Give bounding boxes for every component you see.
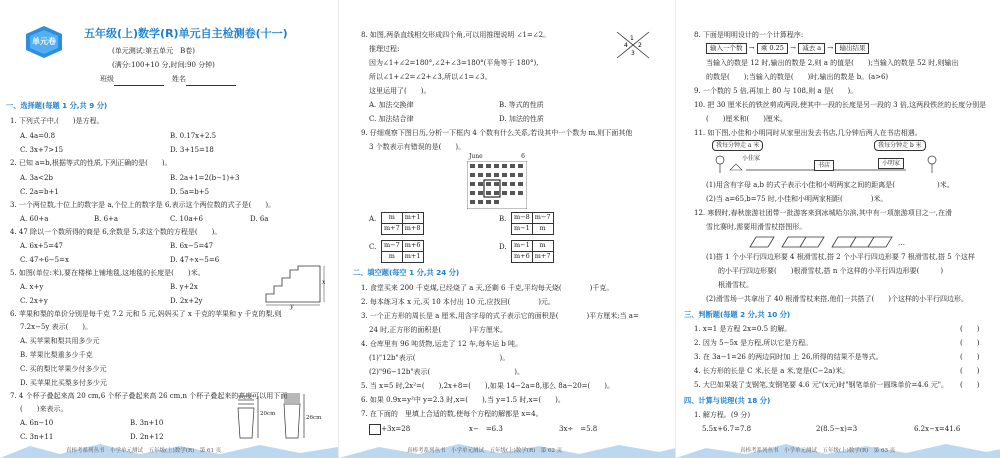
q2-option-d: D. 5a=b+5 <box>170 188 210 196</box>
parallelogram-figure <box>746 235 926 253</box>
program-flow: 输入一个数 → 乘 0.25 → 减去 a → 输出结果 <box>706 43 869 54</box>
cups-figure: 20cm 26cm <box>234 392 326 442</box>
calc-eq3: 6.2x−x=41.6 <box>914 425 961 433</box>
q1: 1. 下列式子中,( )是方程。 <box>10 117 104 125</box>
q6-option-b: B. 苹果比梨重多少千克 <box>20 351 93 359</box>
fill-q7-eq2: x− =6.3 <box>469 425 503 433</box>
q6-cont: 7.2x−5y 表示( )。 <box>20 323 93 331</box>
fill-q12: 12. 寒假时,春秋旅游社团带一批游客来到冰城哈尔滨,其中有一项旅游项目之一,在滑 <box>694 209 953 217</box>
angle-figure <box>613 28 653 62</box>
svg-text:3: 3 <box>631 50 635 57</box>
series-logo: 单元卷 <box>22 24 66 60</box>
fill-q3-cont: 24 时,正方形的面积是( )平方厘米。 <box>369 326 507 334</box>
q7-option-d: D. 2n+12 <box>130 433 164 441</box>
q6-option-a: A. 买苹果和梨共用多少元 <box>20 337 100 345</box>
fill-q9: 9. 一个数的 5 倍,再加上 80 与 108,则 a 是( )。 <box>694 87 858 95</box>
q8-step1: 因为∠1+∠2=180°,∠2+∠3=180°(平角等于 180°), <box>369 59 539 67</box>
q4: 4. 47 除以一个数所得的商是 6,余数是 5,求这个数的方程是( )。 <box>10 228 222 236</box>
calc-q1: 1. 解方程。(9 分) <box>694 411 751 419</box>
page-61 <box>0 0 338 458</box>
fill-q8-line1: 当输入的数是 12 时,输出的数是 2,则 a 的值是( );当输入的数是 52 时,则输出 <box>706 59 959 67</box>
q7-cont: ( )来表示。 <box>20 405 68 413</box>
q4-option-b: B. 6x−5=47 <box>170 242 214 250</box>
q6-option-c: C. 买的梨比苹果少付多少元 <box>20 365 107 373</box>
q2-option-c: C. 2a=b+1 <box>20 188 59 196</box>
fill-q11-part1: (1)用含有字母 a,b 的式子表示小佳和小明两家之间的距离是( )米。 <box>706 181 954 189</box>
svg-text:…: … <box>898 239 905 247</box>
judge-mark-4: ( ) <box>960 367 980 375</box>
fill-q10-cont: ( )厘米和( )厘米。 <box>706 115 787 123</box>
staircase-figure: y x <box>262 262 328 308</box>
exam-title: 五年级(上)数学(R)单元自主检测卷(十一) <box>84 27 288 40</box>
q7-option-a: A. 6n−10 <box>20 419 54 427</box>
q2: 2. 已知 a=b,根据等式的性质,下列正确的是( )。 <box>10 159 172 167</box>
q6-option-d: D. 买苹果比买梨多付多少元 <box>20 379 107 387</box>
fill-q4-part2: (2)"96−12b"表示( )。 <box>369 368 524 376</box>
fill-q11: 11. 如下图,小佳和小明同时从家里出发去书店,几分钟后两人在书店相遇。 <box>694 129 922 137</box>
q8-option-b: B. 等式的性质 <box>499 101 544 109</box>
q3-option-a: A. 60+a <box>20 215 49 223</box>
judge-q2: 2. 因为 5−5x 是方程,所以它是方程。 <box>694 339 813 347</box>
q4-option-d: D. 47÷x−5=6 <box>170 256 220 264</box>
fill-q10: 10. 把 30 厘米长的铁丝剪成两段,使其中一段的长度是另一段的 3 倍,这两段铁丝的长度分别是 <box>694 101 987 109</box>
calc-eq2: 2(8.5−x)=3 <box>816 425 858 433</box>
q8-step3: 这里运用了( )。 <box>369 87 431 95</box>
q5-option-b: B. y+2x <box>170 283 198 291</box>
q8: 8. 如图,两条直线相交形成四个角,可以用推理说明 ∠1=∠2。 <box>361 31 551 39</box>
section-choice: 一、选择题(每题 1 分,共 9 分) <box>6 101 108 110</box>
fill-q6: 6. 如果 0.9x=y²中 y=2.3 时,x=( ),当 y=1.5 时,x=( )。 <box>361 396 565 404</box>
q8-option-d: D. 加法的性质 <box>499 115 544 123</box>
fill-q7: 7. 在下面的 里填上合适的数,使每个方程的解都是 x=4。 <box>361 410 543 418</box>
q2-option-b: B. 2a+1=2(b−1)+3 <box>170 174 240 182</box>
judge-q1: 1. x=1 是方程 2x=0.5 的解。 <box>694 325 792 333</box>
fill-q1: 1. 食堂买来 200 千克煤,已经烧了 a 天,还剩 6 千克,平均每天烧( )千克。 <box>361 284 614 292</box>
q3: 3. 一个两位数,十位上的数字是 a,个位上的数字是 6,表示这个两位数的式子是( )。 <box>10 201 276 209</box>
q4-option-c: C. 47÷6−5=x <box>20 256 69 264</box>
q1-option-d: D. 3+15=18 <box>170 146 214 154</box>
fill-q8: 8. 下面是明明设计的一个计算程序: <box>694 31 804 39</box>
q2-option-a: A. 3a<2b <box>20 174 53 182</box>
fill-q11-part2: (2)当 a=65,b=75 时,小佳和小明两家相距( )米。 <box>706 195 888 203</box>
q5-option-c: C. 2x+y <box>20 297 48 305</box>
fill-q7-eq3: 3x÷ =5.8 <box>559 425 598 433</box>
q7-option-c: C. 3n+11 <box>20 433 54 441</box>
q8-option-a: A. 加法交换律 <box>369 101 414 109</box>
calc-eq1: 5.5x+6.7=7.8 <box>702 425 752 433</box>
page-62: 8. 如图,两条直线相交形成四个角,可以用推理说明 ∠1=∠2。 推理过程: 因为∠1+∠2=180°,∠2+∠3=180°(平角等于 180°), 所以∠1+∠2=∠2+∠3,所以∠1=∠3。 这里运用了( )。 A. 加法交换律 B. 等式的性质 C. 加法结合律 D. 加法的性质 4 1 2 3 9. 仔细观察下图日历,分析一下框内 4 个数有什么关系,若设其中一个数为 m,则下面其他 3 个数表示有错误的是( )。 June 6 A. m m+1 m+7 m+8 B. m−8 m−7 m−1 m C. m−7 m+6 m m+1 D. m−1 m m+6 m+7 二、填空题(每空 1 分,共 24 分) 1. 食堂买来 200 千克煤,已经烧了 a 天,还剩 6 千克,平均每天烧( )千克。 2. 每本练习本 x 元,买 10 本付出 10 元,应找回( )元。 3. 一个正方形的周长是 a 厘米,用含字母的式子表示它的面积是( )平方厘米;当 a= 24 时,正方形的面积是( )平方厘米。 4. 仓库里有 96 吨货物,运走了 12 车,每车运 b 吨。 (1)"12b"表示( )。 (2)"96−12b"表示( )。 5. 当 x=5 时,2x²=( ),2x+8=( ),如果 14−2a=8,那么 8a−20=( )。 6. 如果 0.9x=y²中 y=2.3 时,x=( ),当 y=1.5 时,x=( )。 7. 在下面的 里填上合适的数,使每个方程的解都是 x=4。 +3x=28 x− =6.3 3x÷ =5.8 真棒考系列丛书 小学单元测试 五年级(上)数学(R) 第 62 页 <box>338 0 675 458</box>
exam-subtitle: (单元测试:第五单元 B卷) <box>112 47 195 55</box>
fill-q12-part1-end: 根滑雪杖。 <box>718 281 753 289</box>
q5: 5. 如图(单位:米),要在楼梯上铺地毯,这地毯的长度是( )米。 <box>10 269 205 277</box>
q3-option-d: D. 6a <box>250 215 269 223</box>
q7: 7. 4 个杯子叠起来高 20 cm,6 个杯子叠起来高 26 cm,n 个杯子叠起来的高度可以用下面 <box>10 392 288 400</box>
section-fill: 二、填空题(每空 1 分,共 24 分) <box>353 268 460 277</box>
q9-cont: 3 个数表示有错误的是( )。 <box>369 143 466 151</box>
fill-q5: 5. 当 x=5 时,2x²=( ),2x+8=( ),如果 14−2a=8,那么 8a−20=( )。 <box>361 382 614 390</box>
q1-option-c: C. 3x+7>15 <box>20 146 64 154</box>
q1-option-a: A. 4a=0.8 <box>20 132 56 140</box>
section-judge: 三、判断题(每题 2 分,共 10 分) <box>684 310 791 319</box>
q9: 9. 仔细观察下图日历,分析一下框内 4 个数有什么关系,若设其中一个数为 m,则下面其他 <box>361 129 633 137</box>
q8-reasoning-label: 推理过程: <box>369 45 400 53</box>
page-footer: 真棒考系列丛书 小学单元测试 五年级(上)数学(R) 第 61 页 <box>66 447 222 454</box>
judge-mark-1: ( ) <box>960 325 980 333</box>
fill-q4-part1: (1)"12b"表示( )。 <box>369 354 510 362</box>
q7-option-b: B. 3n+10 <box>130 419 164 427</box>
judge-mark-5: ( ) <box>960 381 980 389</box>
judge-q3: 3. 在 3a−1=26 的两边同时加 上 26,所得的结果不是等式。 <box>694 353 883 361</box>
fill-q4: 4. 仓库里有 96 吨货物,运走了 12 车,每车运 b 吨。 <box>361 340 522 348</box>
q3-option-b: B. 6+a <box>94 215 119 223</box>
q8-step2: 所以∠1+∠2=∠2+∠3,所以∠1=∠3。 <box>369 73 492 81</box>
fill-q7-eq1: +3x=28 <box>369 424 410 435</box>
fill-q12-part1: (1)搭 1 个小平行四边形要 4 根滑雪杖,搭 2 个小平行四边形要 7 根滑雪杖,搭 5 个这样 <box>706 253 975 261</box>
q8-option-c: C. 加法结合律 <box>369 115 414 123</box>
class-field: 班级 <box>100 74 164 86</box>
q5-option-d: D. 2x+2y <box>170 297 203 305</box>
calendar-figure: June 6 <box>467 152 527 208</box>
judge-q5: 5. 大巴如果装了支钢笔,支钢笔要 4.6 元"(x元)时"钢笔单价一圆珠单价=4.6 元"。 <box>694 381 949 389</box>
walking-figure: 我每分钟走 a 米 我每分钟走 b 米 小佳家 书店 小明家 <box>706 140 946 178</box>
q6: 6. 苹果和梨的单价分别是每千克 7.2 元和 5 元,妈妈买了 x 千克的苹果和 y 千克的梨,则 <box>10 310 282 318</box>
fill-q12-cont: 雪比赛时,需要用滑雪杖搭图形。 <box>706 223 807 231</box>
page-63 <box>675 0 1000 458</box>
fill-q12-part1-cont: 的小平行四边形要( )根滑雪杖,搭 n 个这样的小平行四边形要( ) <box>718 267 944 275</box>
fill-q8-line2: 的数是( );当输入的数是( )时,输出的数是 b。(a>6) <box>706 73 889 81</box>
q5-option-a: A. x+y <box>20 283 44 291</box>
fill-q2: 2. 每本练习本 x 元,买 10 本付出 10 元,应找回( )元。 <box>361 298 555 306</box>
q4-option-a: A. 6x+5=47 <box>20 242 63 250</box>
section-calc: 四、计算与说理(共 18 分) <box>684 396 771 405</box>
q3-option-c: C. 10a+6 <box>170 215 203 223</box>
page-footer: 真棒考系列丛书 小学单元测试 五年级(上)数学(R) 第 63 页 <box>740 447 896 454</box>
q1-option-b: B. 0.17x+2.5 <box>170 132 217 140</box>
exam-meta: (满分:100+10 分,时间:90 分钟) <box>112 61 215 69</box>
fill-q3: 3. 一个正方形的周长是 a 厘米,用含字母的式子表示它的面积是( )平方厘米;当 a= <box>361 312 639 320</box>
page-footer: 真棒考系列丛书 小学单元测试 五年级(上)数学(R) 第 62 页 <box>407 447 563 454</box>
judge-mark-3: ( ) <box>960 353 980 361</box>
svg-text:4: 4 <box>624 42 628 49</box>
judge-q4: 4. 长方形的长是 C 米,长是 a 米,宽是(C−2a)米。 <box>694 367 850 375</box>
judge-mark-2: ( ) <box>960 339 980 347</box>
svg-text:1: 1 <box>630 35 634 42</box>
svg-text:2: 2 <box>638 42 642 49</box>
name-field: 姓名 <box>172 74 236 86</box>
fill-q12-part2: (2)滑雪场一共拿出了 40 根滑雪杖来搭,他们一共搭了( )个这样的小平行四边形。 <box>706 295 968 303</box>
